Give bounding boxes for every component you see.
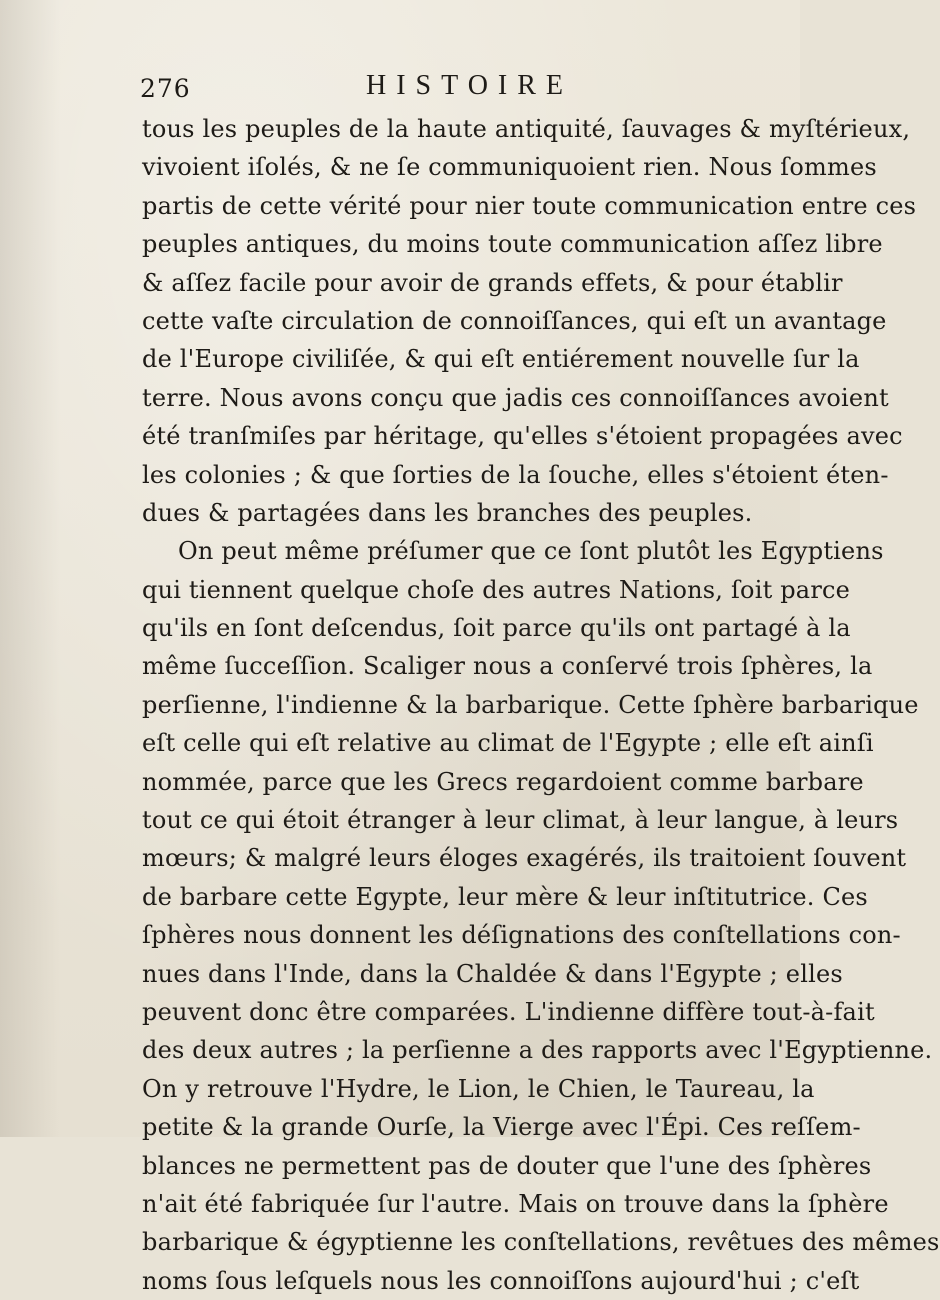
gutter-shadow	[0, 0, 60, 1137]
text-line: noms ſous leſquels nous les connoiſſons aujourd'hui ; c'eſt	[142, 1266, 860, 1295]
paragraph-start-line: On peut même préſumer que ce ſont plutôt les Egyptiens	[178, 537, 884, 566]
text-line: même ſucceſſion. Scaliger nous a conſervé trois ſphères, la	[142, 652, 873, 681]
text-line: été tranſmiſes par héritage, qu'elles s'étoient propagées avec	[142, 422, 903, 451]
text-line: dues & partagées dans les branches des peuples.	[142, 498, 753, 527]
text-line: vivoient iſolés, & ne ſe communiquoient rien. Nous ſommes	[142, 153, 877, 182]
text-line: de l'Europe civiliſée, & qui eſt entiérement nouvelle ſur la	[142, 345, 860, 374]
text-line: peuples antiques, du moins toute communication aſſez libre	[142, 230, 883, 259]
text-line: mœurs; & malgré leurs éloges exagérés, ils traitoient ſouvent	[142, 844, 907, 873]
text-line: perſienne, l'indienne & la barbarique. Cette ſphère barbarique	[142, 690, 919, 719]
body-text	[142, 110, 940, 1300]
text-line: ſphères nous donnent les déſignations des conſtellations con-	[142, 921, 901, 950]
text-line: terre. Nous avons conçu que jadis ces connoiſſances avoient	[142, 383, 889, 412]
text-line: blances ne permettent pas de douter que l'une des ſphères	[142, 1151, 872, 1180]
text-line: tout ce qui étoit étranger à leur climat, à leur langue, à leurs	[142, 806, 899, 835]
text-line: cette vaſte circulation de connoiſſances, qui eſt un avantage	[142, 306, 887, 335]
text-line: peuvent donc être comparées. L'indienne diffère tout-à-fait	[142, 997, 875, 1026]
text-line: barbarique & égyptienne les conſtellations, revêtues des mêmes	[142, 1228, 940, 1257]
text-line: On y retrouve l'Hydre, le Lion, le Chien, le Taureau, la	[142, 1074, 815, 1103]
text-line: eſt celle qui eſt relative au climat de l'Egypte ; elle eſt ainſi	[142, 729, 874, 758]
running-title: HISTOIRE	[366, 70, 574, 101]
text-line: de barbare cette Egypte, leur mère & leur inſtitutrice. Ces	[142, 882, 868, 911]
text-line: & aſſez facile pour avoir de grands effets, & pour établir	[142, 268, 843, 297]
text-line: tous les peuples de la haute antiquité, ſauvages & myſtérieux,	[142, 115, 911, 143]
text-line: petite & la grande Ourſe, la Vierge avec l'Épi. Ces reſſem-	[142, 1113, 861, 1142]
text-line: qui tiennent quelque choſe des autres Nations, ſoit parce	[142, 575, 851, 604]
text-line: partis de cette vérité pour nier toute communication entre ces	[142, 191, 917, 220]
text-line: des deux autres ; la perſienne a des rapports avec l'Egyptienne.	[142, 1036, 933, 1065]
text-line: nommée, parce que les Grecs regardoient comme barbare	[142, 767, 864, 796]
text-line: qu'ils en ſont deſcendus, ſoit parce qu'ils ont partagé à la	[142, 614, 851, 643]
text-line: n'ait été fabriquée ſur l'autre. Mais on trouve dans la ſphère	[142, 1189, 889, 1218]
page-number: 276	[140, 74, 191, 103]
text-line: nues dans l'Inde, dans la Chaldée & dans l'Egypte ; elles	[142, 959, 843, 988]
text-line: les colonies ; & que ſorties de la ſouche, elles s'étoient éten-	[142, 460, 889, 489]
running-head	[140, 70, 780, 110]
